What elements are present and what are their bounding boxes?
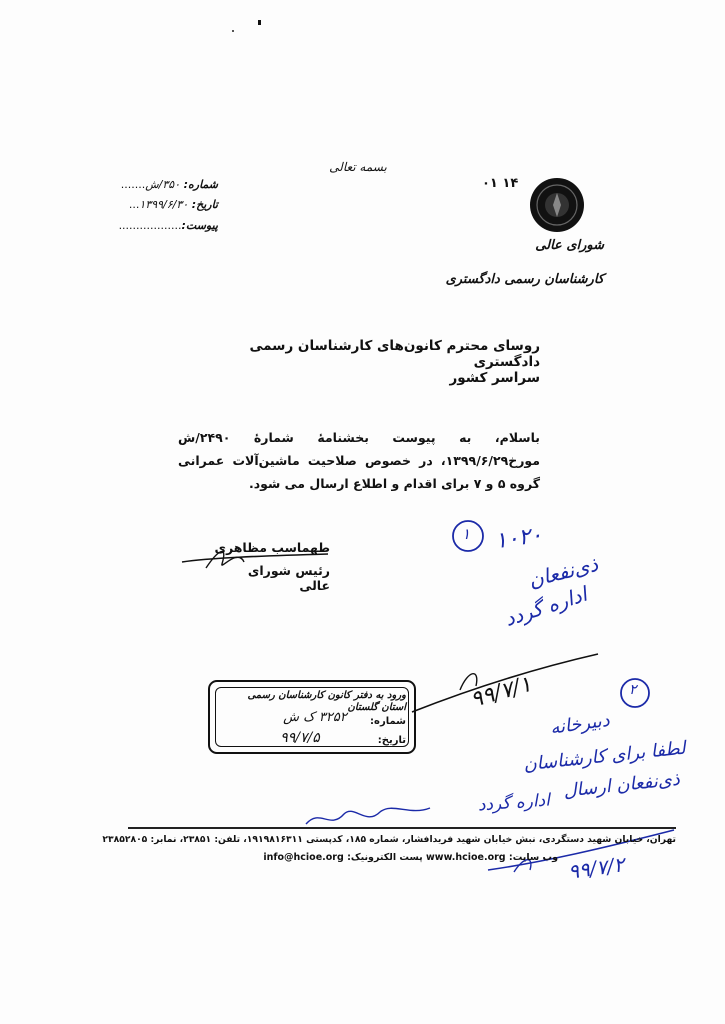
inbound-stamp-title: ورود به دفتر کانون کارشناسان رسمی استان گلستان <box>247 690 406 713</box>
number-value: ۳۵۰/ش <box>145 178 181 191</box>
note1-line2: اداره گردد <box>501 581 590 631</box>
inbound-stamp-date-value: ۹۹/۷/۵ <box>280 730 320 746</box>
signer-title: رئیس شورای عالی <box>247 563 330 593</box>
signer-name: طهماسب مظاهری <box>214 540 330 555</box>
note1-line1: ذی‌نفعان <box>525 551 601 593</box>
note2-circle-number: ۲ <box>629 682 637 698</box>
org-name-line1: شورای عالی <box>535 238 604 253</box>
attachment-label: پیوست: <box>181 219 218 232</box>
letter-number-row <box>118 178 218 191</box>
scan-speck <box>232 30 234 32</box>
inbound-stamp <box>208 680 416 754</box>
inbound-stamp-number-value: ۳۲۵۲ ک ش <box>283 710 347 725</box>
letter-body: باسلام، به پیوست بخشنامهٔ شمارهٔ ۲۴۹۰/ش مورخ۱۳۹۹/۶/۲۹، در خصوص صلاحیت ماشین‌آلات عمرانی گروه ۵ و ۷ برای اقدام و اطلاع ارسال می شود. <box>178 430 540 491</box>
recipient-line1: روسای محترم کانون‌های کارشناسان رسمی دادگستری <box>249 338 540 370</box>
email-label: پست الکترونیک: <box>347 852 423 863</box>
website-link[interactable]: www.hcioe.org <box>426 852 506 863</box>
inbound-stamp-number-label: شماره: <box>370 716 406 727</box>
org-name-line2: کارشناسان رسمی دادگستری <box>445 272 604 287</box>
note2-line4: اداره گردد <box>477 790 551 816</box>
date-value: ۱۳۹۹/۶/۳۰ <box>139 198 189 211</box>
date-label: تاریخ: <box>191 198 218 211</box>
scan-speck <box>258 20 261 25</box>
note2-date: ۹۹/۷/۲ <box>566 852 626 884</box>
letter-attachment-row <box>118 219 218 232</box>
note2-signature <box>300 790 440 840</box>
inbound-stamp-date-label: تاریخ: <box>377 735 406 746</box>
dotted-leader: ... <box>128 198 140 211</box>
note2-line2: لطفا برای کارشناسان <box>522 737 687 776</box>
note1-date: ۹۹/۷/۱ <box>467 671 535 714</box>
footer-divider <box>128 827 676 829</box>
note2-line3: ذی‌نفعان ارسال <box>562 768 681 802</box>
website-label: وب سایت: <box>508 852 558 863</box>
stamp-number: ۰۱ ۱۴ <box>482 176 519 191</box>
email-link[interactable]: info@hcioe.org <box>263 852 344 863</box>
footer-web-row <box>228 852 558 863</box>
number-label: شماره: <box>183 178 218 191</box>
dotted-leader: ....... <box>120 178 146 191</box>
recipient-line2: سراسر کشور <box>449 370 540 386</box>
organization-emblem <box>528 176 586 234</box>
footer-address: تهران، خیابان شهید دستگردی، نبش خیابان شهید فریدافشار، شماره ۱۸۵، کدپستی ۱۹۱۹۸۱۶۳۱۱، تلفن: ۲۳۸۵۱، نمابر: ۲۳۸۵۲۸۰۵ <box>102 834 676 845</box>
dotted-leader: .................. <box>118 219 182 232</box>
basmala: بسمه تعالی <box>329 160 387 174</box>
letter-date-row <box>118 198 218 211</box>
note1-number: ۱۰۲۰ <box>493 522 544 555</box>
note1-circle-number: ۱ <box>462 525 471 543</box>
note2-line1: دبیرخانه <box>548 709 611 739</box>
